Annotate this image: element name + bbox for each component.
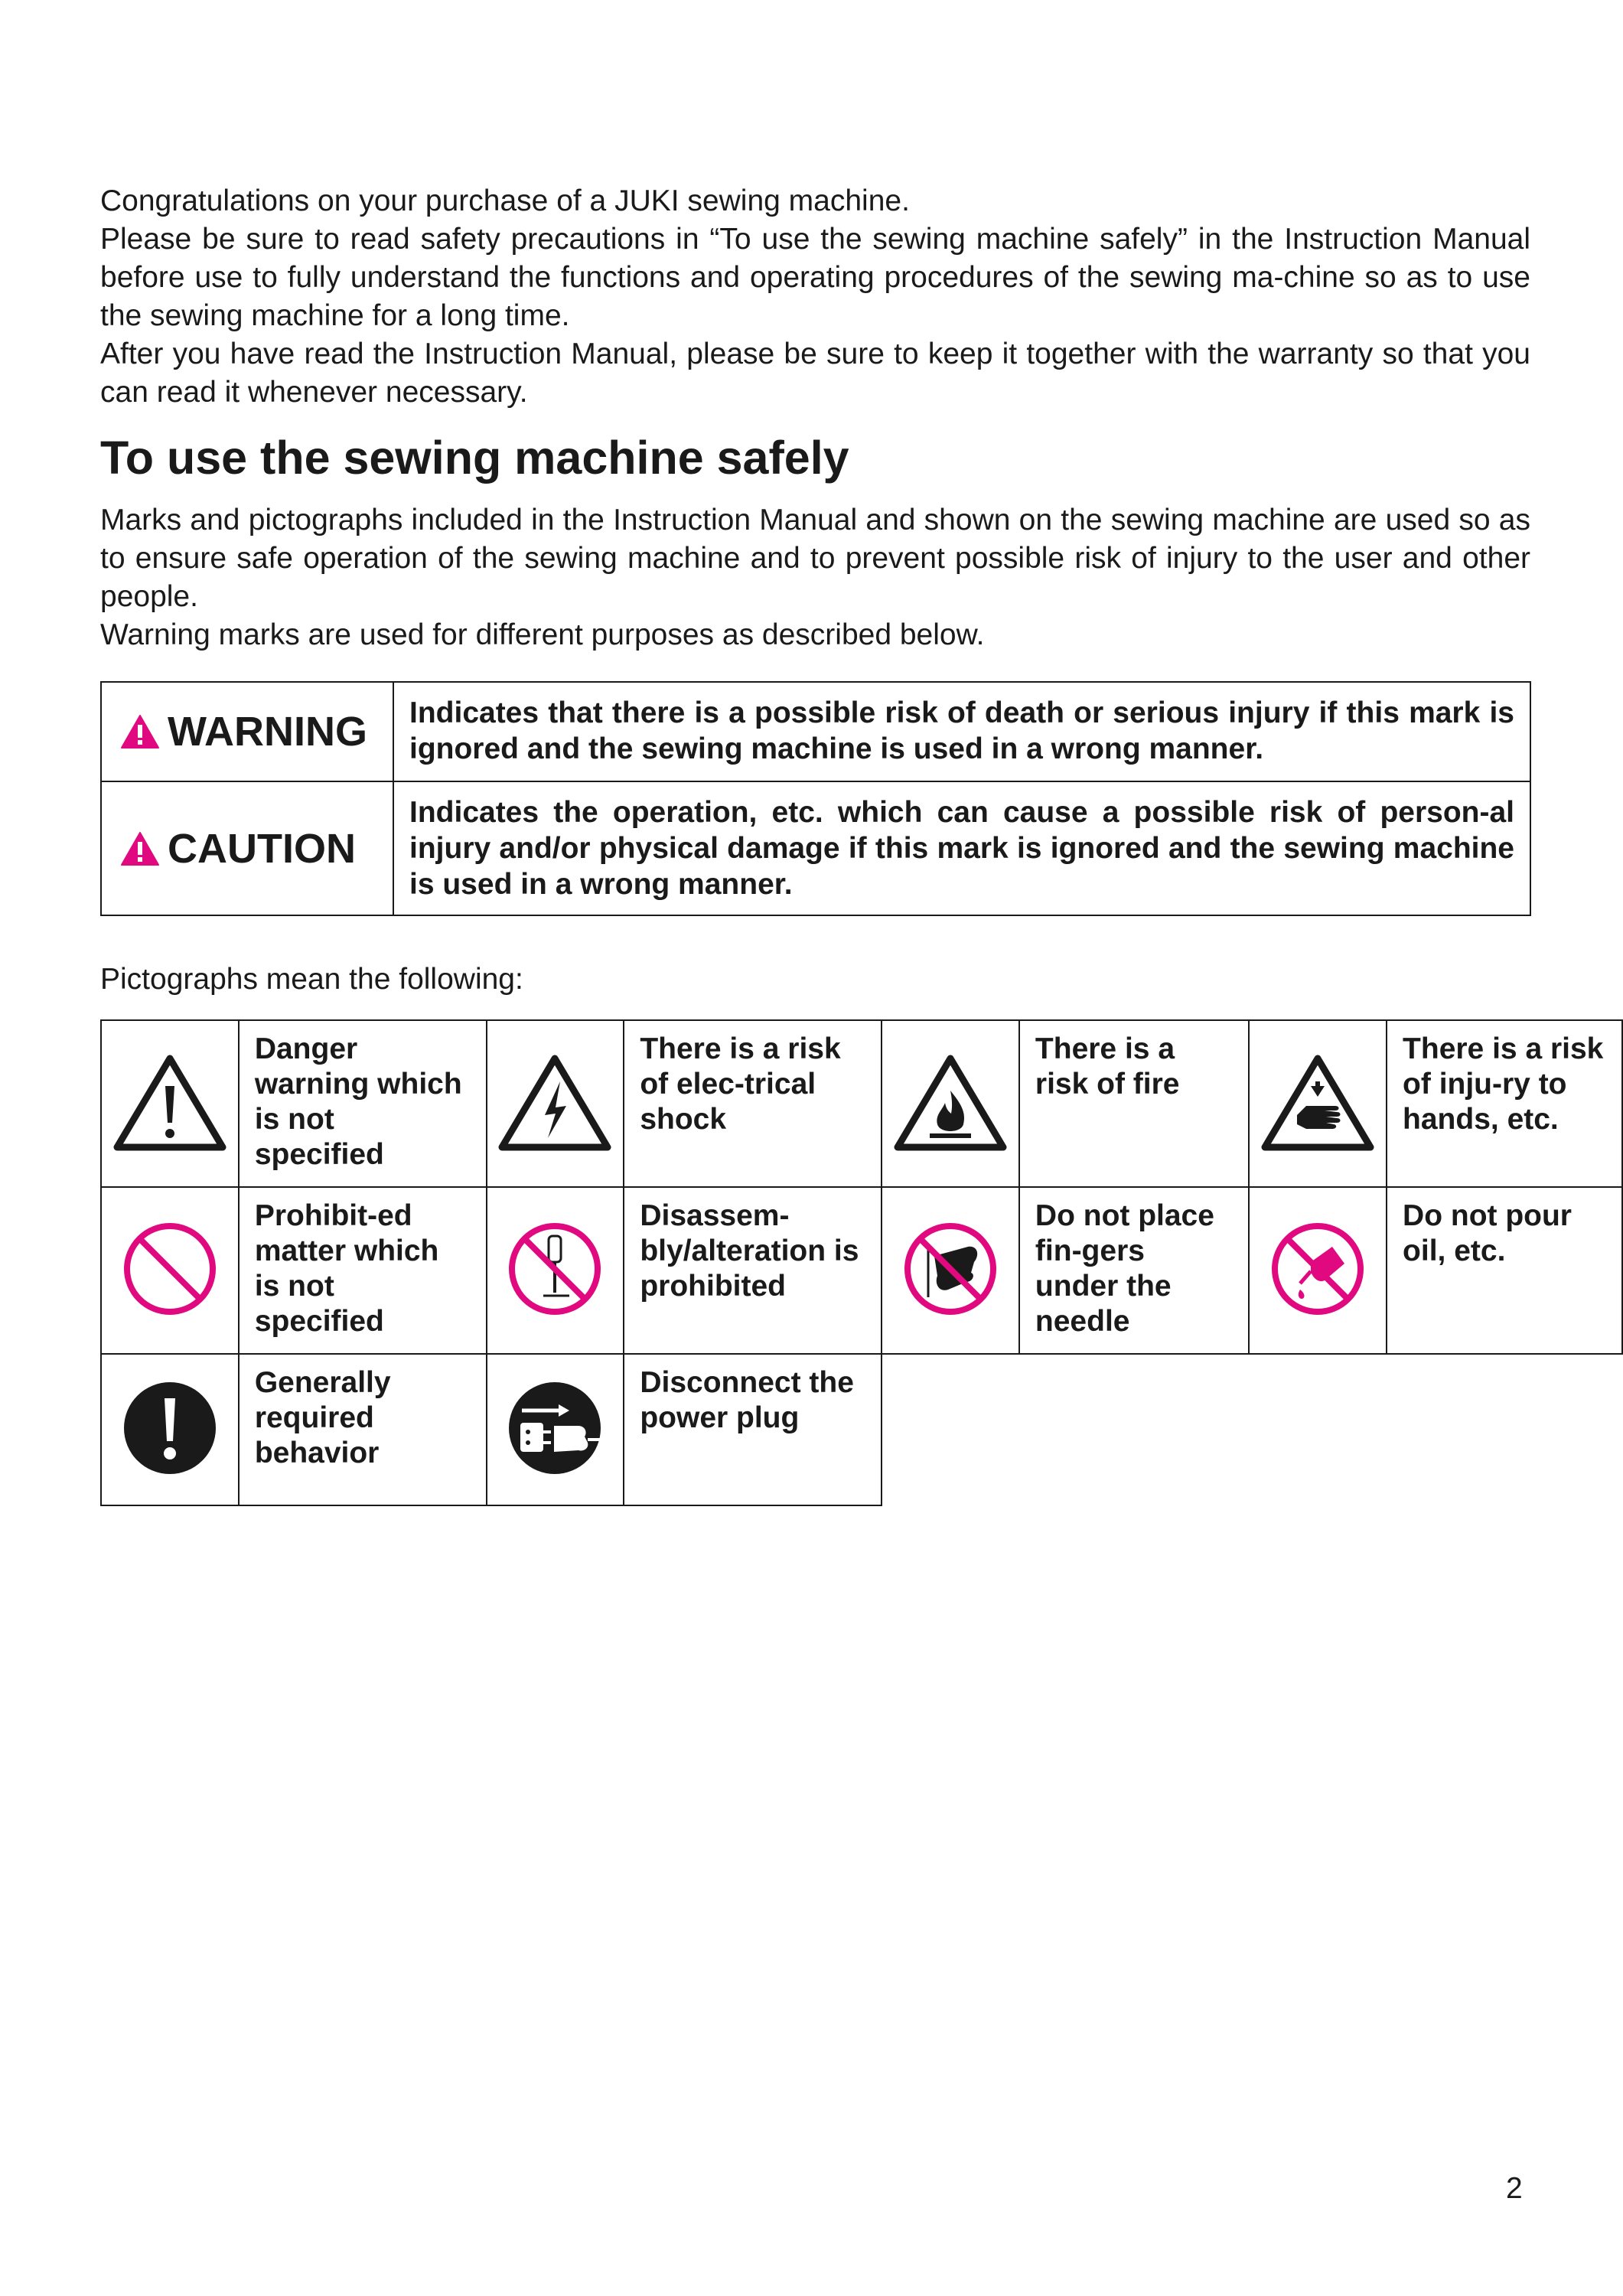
pictograph-icon-cell (882, 1020, 1019, 1187)
pictograph-icon-cell (487, 1020, 624, 1187)
pictograph-text: Disconnect the power plug (624, 1354, 882, 1505)
warning-label-cell (101, 682, 393, 781)
pictograph-icon-cell (487, 1187, 624, 1354)
pictograph-row-3 (101, 1354, 1622, 1505)
no-disassembly-icon (505, 1219, 605, 1319)
pictograph-icon-cell (1249, 1187, 1387, 1354)
intro-line-1: Congratulations on your purchase of a JUKI sewing machine. (100, 184, 910, 217)
page-number: 2 (1506, 2172, 1523, 2205)
pictograph-icon-cell (101, 1354, 239, 1505)
warning-triangle-icon (120, 714, 160, 749)
disconnect-plug-icon (505, 1378, 605, 1478)
pictograph-row-1 (101, 1020, 1622, 1187)
no-oil-icon (1268, 1219, 1367, 1319)
warning-row (101, 682, 1530, 781)
intro-line-3: After you have read the Instruction Manual, please be sure to keep it together with the warranty so that you can read it whenever necessary. (100, 338, 1530, 409)
pictograph-icon-cell (101, 1020, 239, 1187)
marks-paragraph-1: Marks and pictographs included in the Instruction Manual and shown on the sewing machine are used so as to ensure safe operation of the sewing machine and to prevent possible risk of injury to the user and other people. (100, 504, 1530, 613)
warning-label: WARNING (168, 709, 367, 755)
no-fingers-under-needle-icon (901, 1219, 1000, 1319)
intro-text (100, 182, 1530, 412)
pictograph-text: Prohibit-ed matter which is not specified (239, 1187, 487, 1354)
empty-cell (882, 1354, 1622, 1505)
section-title: To use the sewing machine safely (100, 432, 849, 484)
hand-injury-icon (1260, 1052, 1375, 1152)
marks-description (100, 501, 1530, 654)
caution-label-cell (101, 781, 393, 915)
pictograph-text: There is a risk of elec-trical shock (624, 1020, 882, 1187)
pictograph-text: Do not place fin-gers under the needle (1019, 1187, 1249, 1354)
caution-label: CAUTION (168, 825, 356, 872)
pictograph-icon-cell (101, 1187, 239, 1354)
electric-shock-icon (497, 1052, 612, 1152)
prohibition-icon (120, 1219, 220, 1319)
pictograph-icon-cell (1249, 1020, 1387, 1187)
pictograph-text: Do not pour oil, etc. (1387, 1187, 1622, 1354)
pictograph-text: Danger warning which is not specified (239, 1020, 487, 1187)
fire-risk-icon (893, 1052, 1008, 1152)
caution-triangle-icon (120, 831, 160, 866)
warning-description: Indicates that there is a possible risk of death or serious injury if this mark is ignored and the sewing machine is used in a wrong manner. (393, 682, 1530, 781)
pictograph-text: Generally required behavior (239, 1354, 487, 1505)
caution-description: Indicates the operation, etc. which can cause a possible risk of person-al injury and/or physical damage if this mark is ignored and the sewing machine is used in a wrong manner. (393, 781, 1530, 915)
pictograph-text: There is a risk of fire (1019, 1020, 1249, 1187)
pictograph-text: Disassem-bly/alteration is prohibited (624, 1187, 882, 1354)
general-danger-icon (112, 1052, 227, 1152)
caution-row (101, 781, 1530, 915)
marks-paragraph-2: Warning marks are used for different purposes as described below. (100, 618, 985, 651)
pictograph-text: There is a risk of inju-ry to hands, etc. (1387, 1020, 1622, 1187)
pictographs-caption: Pictographs mean the following: (100, 963, 523, 996)
pictograph-row-2 (101, 1187, 1622, 1354)
intro-line-2: Please be sure to read safety precautions in “To use the sewing machine safely” in the Instruction Manual before use to fully understand the functions and operating procedures of the sewing ma-chine so as to use the sewing machine for a long time. (100, 223, 1530, 332)
pictograph-icon-cell (487, 1354, 624, 1505)
pictograph-table (100, 1019, 1623, 1506)
signal-word-table (100, 681, 1531, 916)
pictograph-icon-cell (882, 1187, 1019, 1354)
mandatory-action-icon (120, 1378, 220, 1478)
